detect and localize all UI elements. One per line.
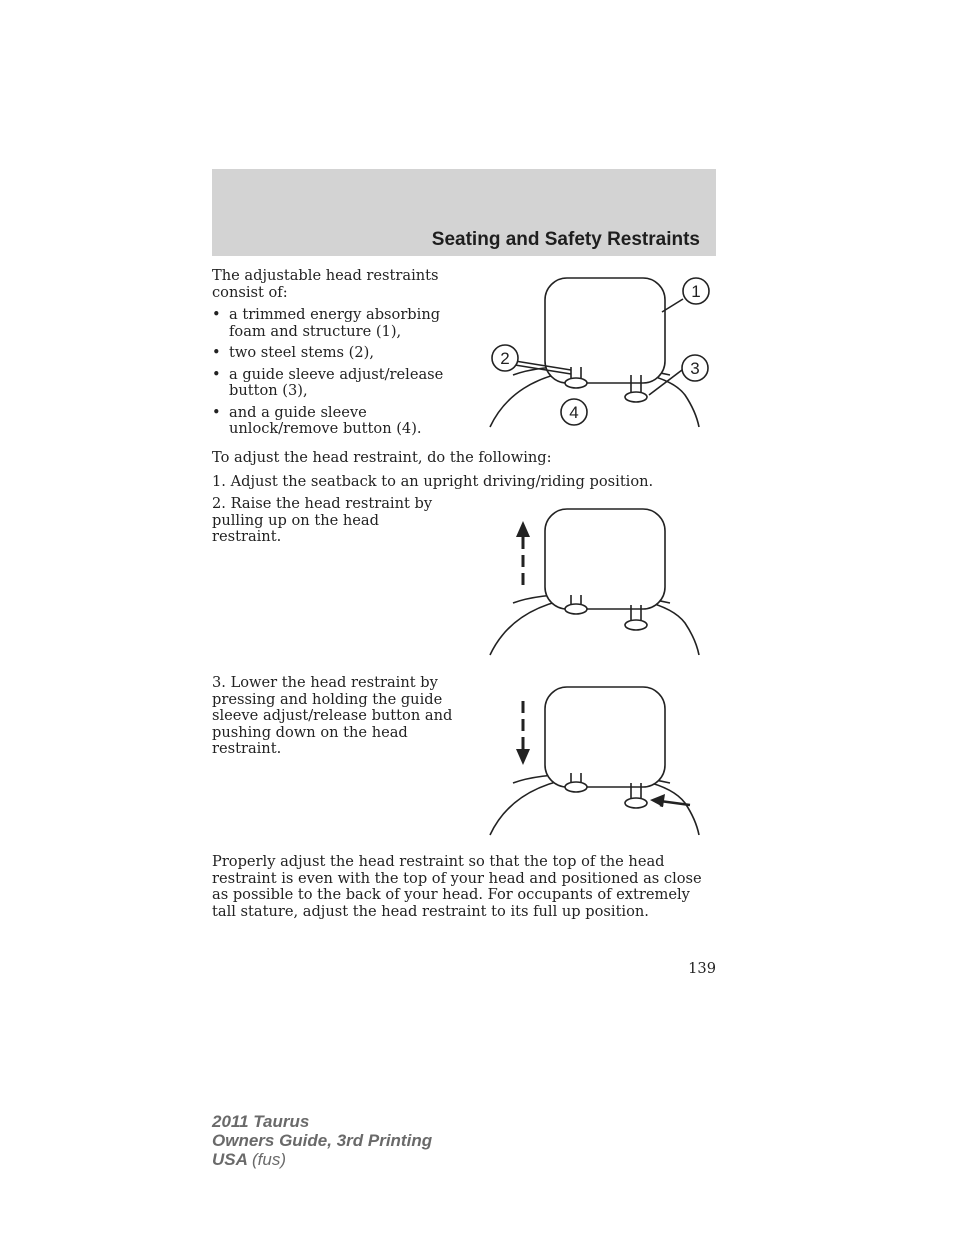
document-footer [212, 1112, 432, 1169]
head-restraint-cushion [545, 509, 665, 609]
closing-paragraph: Properly adjust the head restraint so that the top of the head restraint is even with the top of your head and positioned as close as possible to the back of your head. For occupants of extremely tall stature, adjust the head restraint to its full up position. [212, 853, 702, 920]
list-item: • and a guide sleeve unlock/remove button (4). [212, 403, 422, 437]
bullet-icon: • [212, 403, 221, 421]
head-restraint-cushion [545, 278, 665, 383]
footer-line-3: USA (fus) [212, 1150, 286, 1169]
adjust-intro-text: To adjust the head restraint, do the following: [212, 449, 552, 466]
section-title: Seating and Safety Restraints [431, 229, 700, 250]
footer-line-2: Owners Guide, 3rd Printing [212, 1131, 433, 1150]
page-number: 139 [688, 960, 716, 977]
step-3-text: 3. Lower the head restraint by pressing and holding the guide sleeve adjust/release button and pushing down on the head restraint. [212, 674, 453, 757]
list-item: • two steel stems (2), [212, 344, 374, 361]
list-item: • a guide sleeve adjust/release button (3), [212, 365, 444, 399]
callout-3-label: 3 [690, 359, 700, 378]
list-item: • a trimmed energy absorbing foam and structure (1), [212, 306, 441, 340]
component-list [212, 307, 472, 443]
callout-2-label: 2 [500, 349, 510, 368]
callout-4-label: 4 [569, 403, 579, 422]
lower-head-restraint-figure [485, 685, 710, 840]
raise-head-restraint-figure [485, 505, 710, 660]
down-arrow-icon [516, 749, 530, 765]
guide-sleeve-right [625, 392, 647, 402]
bullet-icon: • [212, 365, 221, 383]
intro-text: The adjustable head restraints consist of: [212, 267, 439, 301]
release-button-pointer-icon [650, 794, 665, 807]
footer-line-1: 2011 Taurus [212, 1112, 310, 1131]
step-2-text: 2. Raise the head restraint by pulling up on the head restraint. [212, 495, 433, 545]
up-arrow-icon [516, 521, 530, 537]
head-restraint-cushion [545, 687, 665, 787]
guide-sleeve-left [565, 378, 587, 388]
step-1-text: 1. Adjust the seatback to an upright driving/riding position. [212, 473, 654, 490]
head-restraint-components-figure [485, 275, 715, 435]
callout-1-label: 1 [691, 282, 701, 301]
section-header-band [212, 169, 716, 256]
bullet-icon: • [212, 306, 221, 323]
bullet-icon: • [212, 344, 221, 361]
